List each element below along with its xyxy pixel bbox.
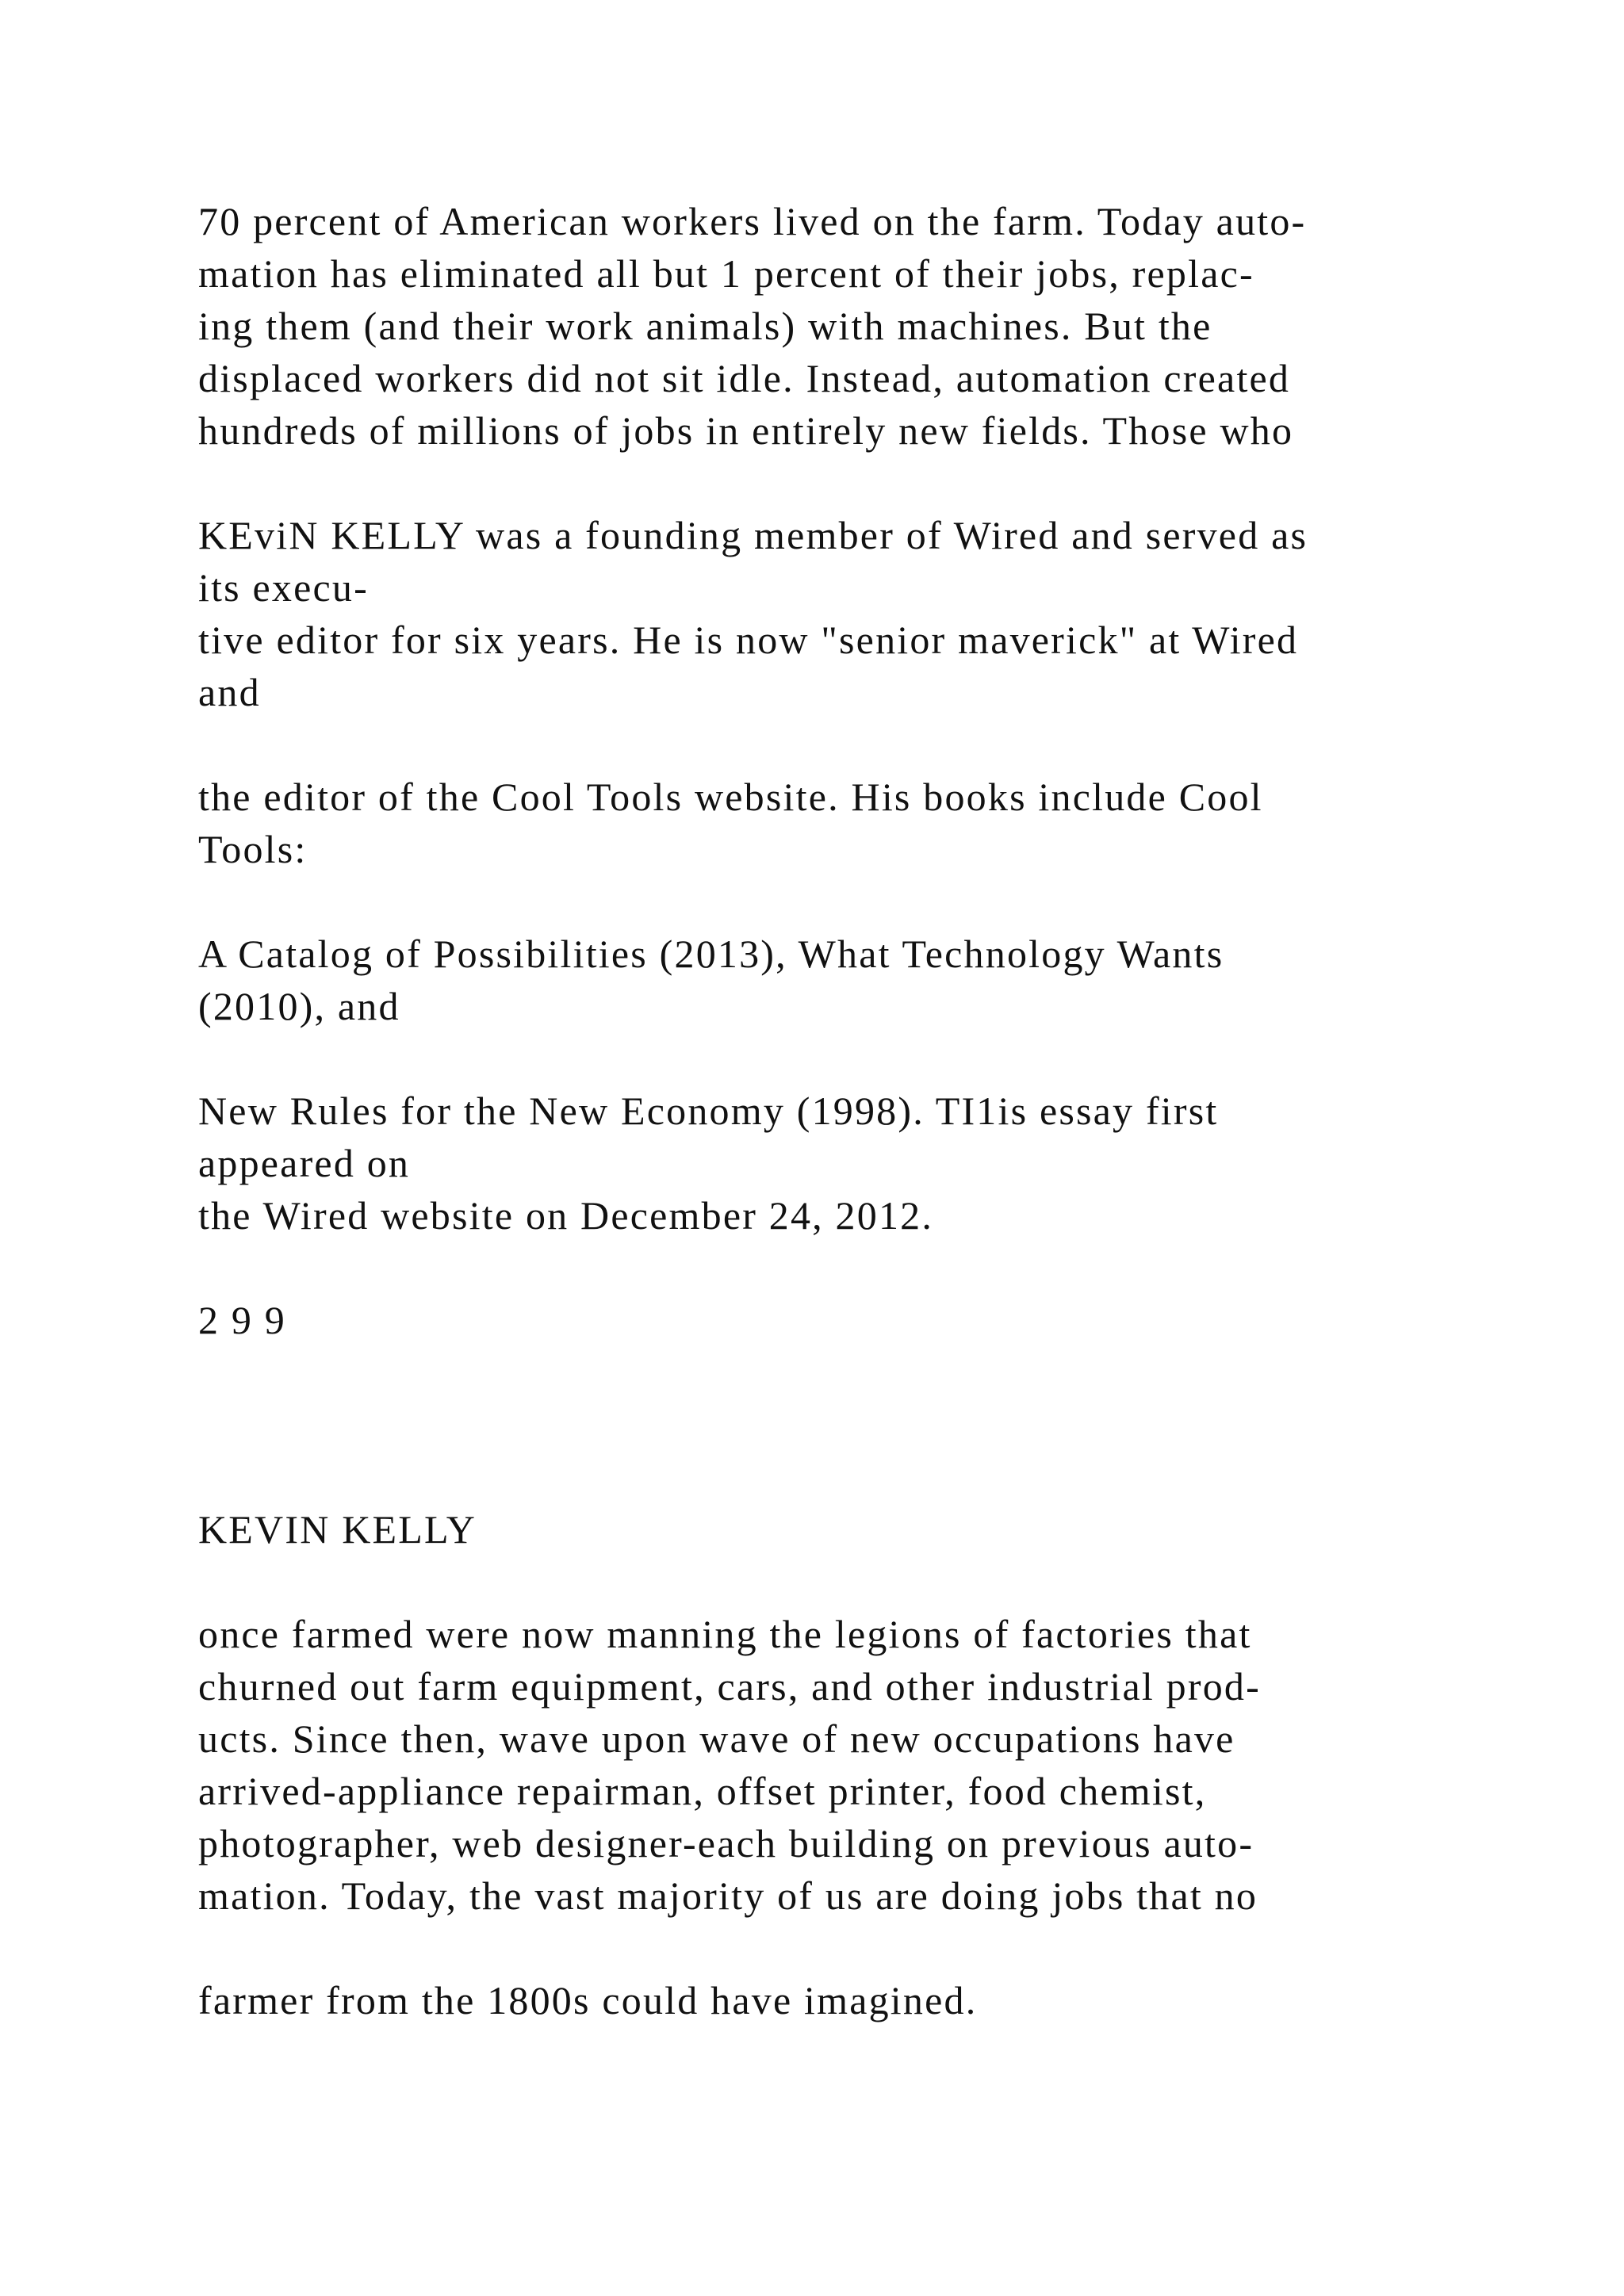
page-number: 2 9 9 [198,1298,286,1342]
running-head: KEVIN KELLY [198,1507,477,1552]
paragraph-1-line-1: 70 percent of American workers lived on the farm. Today auto- [198,199,1307,243]
paragraph-2-line-2: churned out farm equipment, cars, and other industrial prod- [198,1664,1261,1709]
bio-line-11: the Wired website on December 24, 2012. [198,1193,934,1238]
paragraph-1-line-4: displaced workers did not sit idle. Instead, automation created [198,356,1291,400]
paragraph-2-line-5: photographer, web designer-each building on previous auto- [198,1821,1254,1866]
bio-line-8: (2010), and [198,984,400,1028]
bio-line-2: its execu- [198,565,369,610]
paragraph-2-line-6: mation. Today, the vast majority of us are doing jobs that no [198,1873,1258,1918]
bio-line-7: A Catalog of Possibilities (2013), What Technology Wants [198,932,1224,976]
paragraph-2-line-4: arrived-appliance repairman, offset printer, food chemist, [198,1769,1207,1813]
bio-line-3: tive editor for six years. He is now "senior maverick" at Wired [198,618,1299,662]
bio-line-1: KEviN KELLY was a founding member of Wired and served as [198,513,1308,557]
bio-line-4: and [198,670,261,714]
paragraph-1-line-5: hundreds of millions of jobs in entirely new fields. Those who [198,408,1294,453]
bio-line-9: New Rules for the New Economy (1998). TI1is essay first [198,1089,1219,1133]
paragraph-2-line-3: ucts. Since then, wave upon wave of new occupations have [198,1716,1235,1761]
paragraph-1-line-2: mation has eliminated all but 1 percent of their jobs, replac- [198,251,1254,296]
bio-line-10: appeared on [198,1141,411,1185]
bio-line-5: the editor of the Cool Tools website. His books include Cool [198,775,1263,819]
paragraph-1-line-3: ing them (and their work animals) with machines. But the [198,304,1212,348]
paragraph-2-line-1: once farmed were now manning the legions of factories that [198,1612,1252,1656]
paragraph-2-line-7: farmer from the 1800s could have imagined. [198,1978,978,2022]
bio-line-6: Tools: [198,827,308,871]
